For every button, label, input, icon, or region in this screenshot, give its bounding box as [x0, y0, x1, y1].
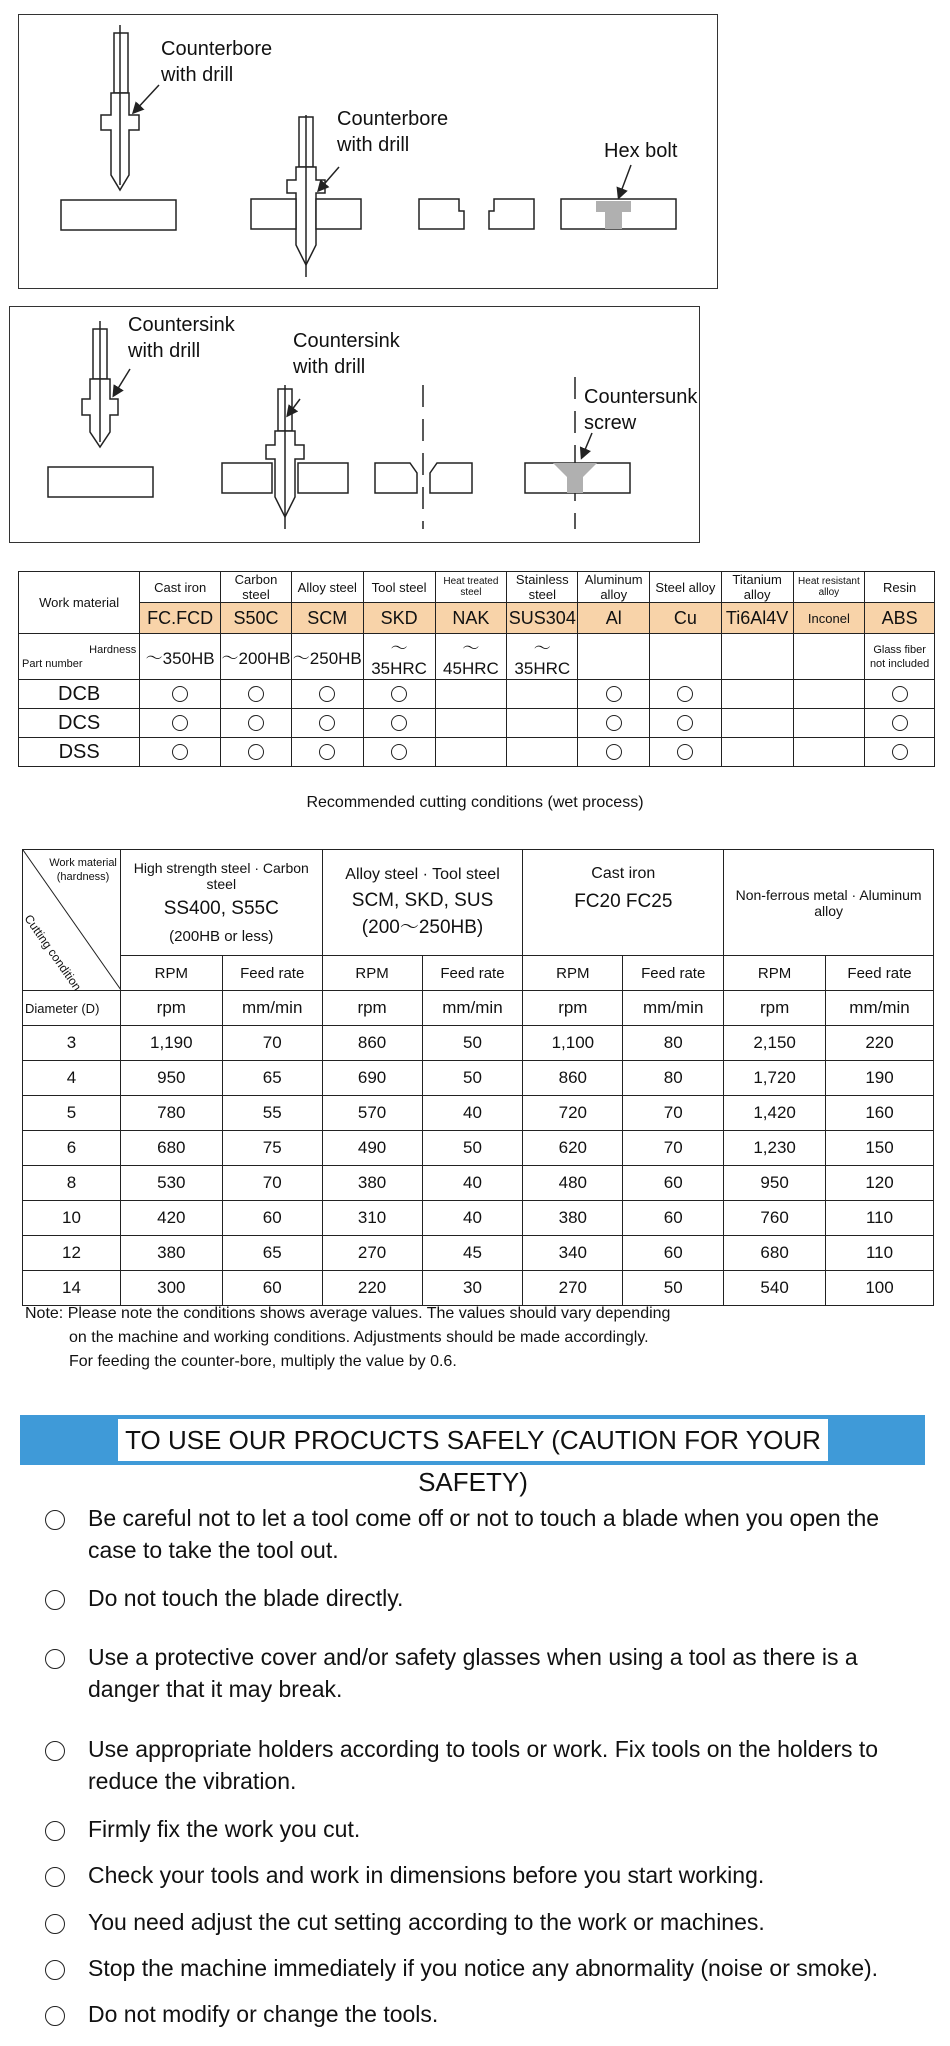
- compatible-mark-icon: [892, 686, 908, 702]
- unit-rpm: rpm: [724, 991, 826, 1026]
- value-cell: 50: [422, 1131, 523, 1166]
- safety-item-text: Use a protective cover and/or safety glasses when using a tool as there is a danger that it may break.: [88, 1644, 858, 1702]
- value-cell: 300: [120, 1271, 222, 1306]
- bullet-circle-icon: [45, 1821, 65, 1841]
- value-cell: 60: [623, 1166, 724, 1201]
- material-name-8: Titanium alloy: [721, 572, 793, 603]
- workpiece-1: [61, 200, 176, 230]
- table-row: [23, 1061, 934, 1096]
- safety-item-text: Use appropriate holders according to tools or work. Fix tools on the holders to reduce the vibration.: [88, 1736, 879, 1794]
- diagram-label-countersink-1: Countersink with drill: [128, 314, 235, 362]
- diagram-label-counterbore-1: Counterbore with drill: [161, 38, 273, 86]
- unit-feed: mm/min: [222, 991, 322, 1026]
- table-row: [23, 1201, 934, 1236]
- value-cell: 720: [523, 1096, 623, 1131]
- bullet-circle-icon: [45, 1590, 65, 1610]
- compatible-mark-icon: [319, 686, 335, 702]
- bullet-circle-icon: [45, 2006, 65, 2026]
- compatible-mark-icon: [606, 686, 622, 702]
- value-cell: 950: [120, 1061, 222, 1096]
- diameter-cell: 6: [23, 1131, 121, 1166]
- value-cell: 220: [322, 1271, 422, 1306]
- material-code-3: SKD: [363, 603, 435, 634]
- value-cell: 65: [222, 1236, 322, 1271]
- compatible-mark-icon: [606, 715, 622, 731]
- material-name-0: Cast iron: [140, 572, 221, 603]
- diameter-cell: 12: [23, 1236, 121, 1271]
- material-code-6: Al: [578, 603, 650, 634]
- value-cell: 100: [826, 1271, 934, 1306]
- cutting-conditions-table: [22, 849, 934, 1306]
- safety-item-text: Stop the machine immediately if you notice any abnormality (noise or smoke).: [88, 1955, 879, 1981]
- part-number-dcb: DCB: [19, 680, 140, 709]
- note-line-1: Note: Please note the conditions shows average values. The values should vary depending: [25, 1305, 671, 1322]
- material-name-2: Alloy steel: [291, 572, 363, 603]
- compat-cell: [507, 709, 578, 738]
- cutting-caption: Recommended cutting conditions (wet process): [306, 794, 644, 811]
- countersink-drill-tool-2: [266, 385, 304, 529]
- value-cell: 1,720: [724, 1061, 826, 1096]
- hardness-8: [721, 634, 793, 680]
- table-row: [23, 1096, 934, 1131]
- compat-cell: [721, 680, 793, 709]
- bullet-circle-icon: [45, 1649, 65, 1669]
- value-cell: 530: [120, 1166, 222, 1201]
- compatible-mark-icon: [172, 686, 188, 702]
- bullet-circle-icon: [45, 1960, 65, 1980]
- value-cell: 310: [322, 1201, 422, 1236]
- countersink-diagram-panel: [9, 306, 700, 543]
- compat-cell: [865, 738, 935, 767]
- compat-cell: [221, 680, 292, 709]
- compat-cell: [140, 680, 221, 709]
- workpiece-2b: [316, 199, 361, 229]
- value-cell: 680: [724, 1236, 826, 1271]
- material-group-2: Cast iron FC20 FC25: [523, 850, 724, 956]
- table-row: [23, 1236, 934, 1271]
- compat-cell: [793, 709, 865, 738]
- safety-item-text: Check your tools and work in dimensions before you start working.: [88, 1862, 765, 1888]
- value-cell: 40: [422, 1201, 523, 1236]
- compat-cell: [865, 709, 935, 738]
- value-cell: 120: [826, 1166, 934, 1201]
- counterbore-drill-tool-1: [101, 25, 139, 190]
- table-row: [23, 1026, 934, 1061]
- compatible-mark-icon: [248, 686, 264, 702]
- value-cell: 160: [826, 1096, 934, 1131]
- unit-feed: mm/min: [623, 991, 724, 1026]
- corner-work-material: Work material (hardness): [49, 857, 117, 883]
- material-name-4: Heat treated steel: [435, 572, 507, 603]
- compatible-mark-icon: [606, 744, 622, 760]
- value-cell: 620: [523, 1131, 623, 1166]
- hardness-2: ～250HB: [291, 634, 363, 680]
- bullet-circle-icon: [45, 1867, 65, 1887]
- hardness-6: [578, 634, 650, 680]
- cutting-note: [25, 1302, 670, 1374]
- compat-cell: [363, 680, 435, 709]
- value-cell: 270: [523, 1271, 623, 1306]
- compat-cell: [221, 738, 292, 767]
- hardness-3: ～35HRC: [363, 634, 435, 680]
- cs-workpiece-2b: [298, 463, 348, 493]
- value-cell: 1,100: [523, 1026, 623, 1061]
- value-cell: 480: [523, 1166, 623, 1201]
- material-code-2: SCM: [291, 603, 363, 634]
- value-cell: 690: [322, 1061, 422, 1096]
- compat-cell: [865, 680, 935, 709]
- material-name-9: Heat resistant alloy: [793, 572, 865, 603]
- compatible-mark-icon: [677, 715, 693, 731]
- value-cell: 490: [322, 1131, 422, 1166]
- hardness-1: ～200HB: [221, 634, 292, 680]
- compat-cell: [435, 738, 507, 767]
- corner-cutting-condition: Cutting condition: [21, 912, 85, 994]
- unit-feed: mm/min: [826, 991, 934, 1026]
- diagram-label-counterbore-2: Counterbore with drill: [337, 108, 449, 156]
- value-cell: 40: [422, 1166, 523, 1201]
- material-code-9: Inconel: [793, 603, 865, 634]
- value-cell: 60: [623, 1236, 724, 1271]
- compatible-mark-icon: [391, 686, 407, 702]
- compat-cell: [650, 738, 722, 767]
- diameter-cell: 10: [23, 1201, 121, 1236]
- value-cell: 340: [523, 1236, 623, 1271]
- diameter-header: Diameter (D): [23, 991, 121, 1026]
- cs-workpiece-1: [48, 467, 153, 497]
- workpiece-3b: [489, 199, 534, 229]
- value-cell: 60: [222, 1201, 322, 1236]
- rpm-header: RPM: [120, 956, 222, 991]
- compat-cell: [140, 738, 221, 767]
- compatible-mark-icon: [319, 744, 335, 760]
- safety-title: TO USE OUR PROCUCTS SAFELY (CAUTION FOR YOUR SAFETY): [118, 1419, 828, 1461]
- material-code-10: ABS: [865, 603, 935, 634]
- value-cell: 70: [623, 1096, 724, 1131]
- value-cell: 420: [120, 1201, 222, 1236]
- value-cell: 680: [120, 1131, 222, 1166]
- material-code-8: Ti6Al4V: [721, 603, 793, 634]
- part-number-dss: DSS: [19, 738, 140, 767]
- part-number-dcs: DCS: [19, 709, 140, 738]
- countersink-drill-tool-1: [82, 321, 118, 447]
- compat-cell: [793, 738, 865, 767]
- compat-cell: [291, 738, 363, 767]
- safety-item-text: Do not modify or change the tools.: [88, 2001, 439, 2027]
- feed-rate-header: Feed rate: [422, 956, 523, 991]
- material-code-0: FC.FCD: [140, 603, 221, 634]
- value-cell: 1,420: [724, 1096, 826, 1131]
- compat-cell: [578, 738, 650, 767]
- value-cell: 380: [120, 1236, 222, 1271]
- material-name-1: Carbon steel: [221, 572, 292, 603]
- value-cell: 60: [222, 1271, 322, 1306]
- diameter-cell: 8: [23, 1166, 121, 1201]
- table-row: [23, 1131, 934, 1166]
- unit-feed: mm/min: [422, 991, 523, 1026]
- compatible-mark-icon: [892, 744, 908, 760]
- compat-cell: [650, 709, 722, 738]
- value-cell: 2,150: [724, 1026, 826, 1061]
- value-cell: 540: [724, 1271, 826, 1306]
- value-cell: 190: [826, 1061, 934, 1096]
- counterbore-diagram: [19, 15, 719, 290]
- value-cell: 860: [523, 1061, 623, 1096]
- cs-workpiece-2a: [222, 463, 272, 493]
- material-name-7: Steel alloy: [650, 572, 722, 603]
- value-cell: 55: [222, 1096, 322, 1131]
- value-cell: 30: [422, 1271, 523, 1306]
- compat-cell: [291, 709, 363, 738]
- diagram-label-hex-bolt: Hex bolt: [604, 140, 678, 162]
- compat-cell: [578, 680, 650, 709]
- value-cell: 1,190: [120, 1026, 222, 1061]
- bullet-circle-icon: [45, 1741, 65, 1761]
- value-cell: 40: [422, 1096, 523, 1131]
- material-name-6: Aluminum alloy: [578, 572, 650, 603]
- material-code-7: Cu: [650, 603, 722, 634]
- hardness-9: [793, 634, 865, 680]
- feed-rate-header: Feed rate: [222, 956, 322, 991]
- bullet-circle-icon: [45, 1510, 65, 1530]
- counterbore-diagram-panel: [18, 14, 718, 289]
- feed-rate-header: Feed rate: [623, 956, 724, 991]
- material-code-1: S50C: [221, 603, 292, 634]
- material-group-0: High strength steel · Carbon steel SS400, S55C (200HB or less): [120, 850, 322, 956]
- compatible-mark-icon: [172, 715, 188, 731]
- value-cell: 80: [623, 1026, 724, 1061]
- material-name-5: Stainless steel: [507, 572, 578, 603]
- material-compatibility-table: [18, 571, 935, 767]
- value-cell: 780: [120, 1096, 222, 1131]
- compat-cell: [363, 709, 435, 738]
- compatible-mark-icon: [892, 715, 908, 731]
- hardness-7: [650, 634, 722, 680]
- value-cell: 70: [623, 1131, 724, 1166]
- safety-item-text: Do not touch the blade directly.: [88, 1585, 404, 1611]
- compat-cell: [507, 738, 578, 767]
- hardness-5: ～35HRC: [507, 634, 578, 680]
- countersink-diagram: [10, 307, 701, 544]
- compatible-mark-icon: [391, 744, 407, 760]
- compatible-mark-icon: [248, 744, 264, 760]
- hardness-4: ～45HRC: [435, 634, 507, 680]
- compatible-mark-icon: [172, 744, 188, 760]
- diameter-cell: 14: [23, 1271, 121, 1306]
- hardness-partnumber-header: Hardness Part number: [19, 634, 140, 680]
- diagram-label-countersink-2: Countersink with drill: [293, 330, 400, 378]
- value-cell: 220: [826, 1026, 934, 1061]
- table-row: [23, 1271, 934, 1306]
- material-group-1: Alloy steel · Tool steel SCM, SKD, SUS (200～250HB): [322, 850, 523, 956]
- value-cell: 110: [826, 1236, 934, 1271]
- material-name-3: Tool steel: [363, 572, 435, 603]
- value-cell: 50: [623, 1271, 724, 1306]
- feed-rate-header: Feed rate: [826, 956, 934, 991]
- value-cell: 60: [623, 1201, 724, 1236]
- safety-item-text: Be careful not to let a tool come off or not to touch a blade when you open the case to take the tool out.: [88, 1505, 880, 1563]
- hardness-0: ～350HB: [140, 634, 221, 680]
- counterbore-drill-tool-2: [287, 115, 325, 277]
- note-line-2: on the machine and working conditions. Adjustments should be made accordingly.: [69, 1329, 649, 1346]
- value-cell: 45: [422, 1236, 523, 1271]
- unit-rpm: rpm: [322, 991, 422, 1026]
- value-cell: 110: [826, 1201, 934, 1236]
- corner-header: [21, 850, 121, 994]
- hardness-10: Glass fiber not included: [865, 634, 935, 680]
- cs-workpiece-3b: [430, 463, 472, 493]
- note-line-3: For feeding the counter-bore, multiply the value by 0.6.: [69, 1353, 457, 1370]
- workpiece-3a: [419, 199, 464, 229]
- work-material-header: Work material: [19, 572, 140, 634]
- compat-cell: [507, 680, 578, 709]
- compatible-mark-icon: [319, 715, 335, 731]
- diameter-cell: 4: [23, 1061, 121, 1096]
- compat-cell: [721, 738, 793, 767]
- compat-cell: [721, 709, 793, 738]
- compatible-mark-icon: [391, 715, 407, 731]
- diameter-cell: 3: [23, 1026, 121, 1061]
- value-cell: 760: [724, 1201, 826, 1236]
- compat-cell: [793, 680, 865, 709]
- material-name-10: Resin: [865, 572, 935, 603]
- value-cell: 150: [826, 1131, 934, 1166]
- safety-item-text: Firmly fix the work you cut.: [88, 1816, 361, 1842]
- rpm-header: RPM: [523, 956, 623, 991]
- diagram-label-countersunk-screw: Countersunk screw: [584, 386, 698, 434]
- unit-rpm: rpm: [120, 991, 222, 1026]
- compat-cell: [221, 709, 292, 738]
- value-cell: 860: [322, 1026, 422, 1061]
- compatible-mark-icon: [677, 686, 693, 702]
- value-cell: 75: [222, 1131, 322, 1166]
- value-cell: 50: [422, 1061, 523, 1096]
- compatible-mark-icon: [248, 715, 264, 731]
- compat-cell: [140, 709, 221, 738]
- value-cell: 65: [222, 1061, 322, 1096]
- value-cell: 950: [724, 1166, 826, 1201]
- value-cell: 570: [322, 1096, 422, 1131]
- material-code-4: NAK: [435, 603, 507, 634]
- compat-cell: [363, 738, 435, 767]
- value-cell: 380: [523, 1201, 623, 1236]
- compat-cell: [291, 680, 363, 709]
- table-row: [23, 1166, 934, 1201]
- value-cell: 380: [322, 1166, 422, 1201]
- material-group-3: Non-ferrous metal · Aluminum alloy: [724, 850, 934, 956]
- compat-cell: [435, 709, 507, 738]
- value-cell: 80: [623, 1061, 724, 1096]
- value-cell: 50: [422, 1026, 523, 1061]
- compatible-mark-icon: [677, 744, 693, 760]
- bullet-circle-icon: [45, 1914, 65, 1934]
- cs-workpiece-3a: [375, 463, 417, 493]
- value-cell: 70: [222, 1026, 322, 1061]
- rpm-header: RPM: [322, 956, 422, 991]
- value-cell: 1,230: [724, 1131, 826, 1166]
- compat-cell: [650, 680, 722, 709]
- rpm-header: RPM: [724, 956, 826, 991]
- workpiece-2a: [251, 199, 296, 229]
- compat-cell: [578, 709, 650, 738]
- diameter-cell: 5: [23, 1096, 121, 1131]
- material-code-5: SUS304: [507, 603, 578, 634]
- compat-cell: [435, 680, 507, 709]
- safety-item-text: You need adjust the cut setting according to the work or machines.: [88, 1909, 765, 1935]
- value-cell: 70: [222, 1166, 322, 1201]
- unit-rpm: rpm: [523, 991, 623, 1026]
- value-cell: 270: [322, 1236, 422, 1271]
